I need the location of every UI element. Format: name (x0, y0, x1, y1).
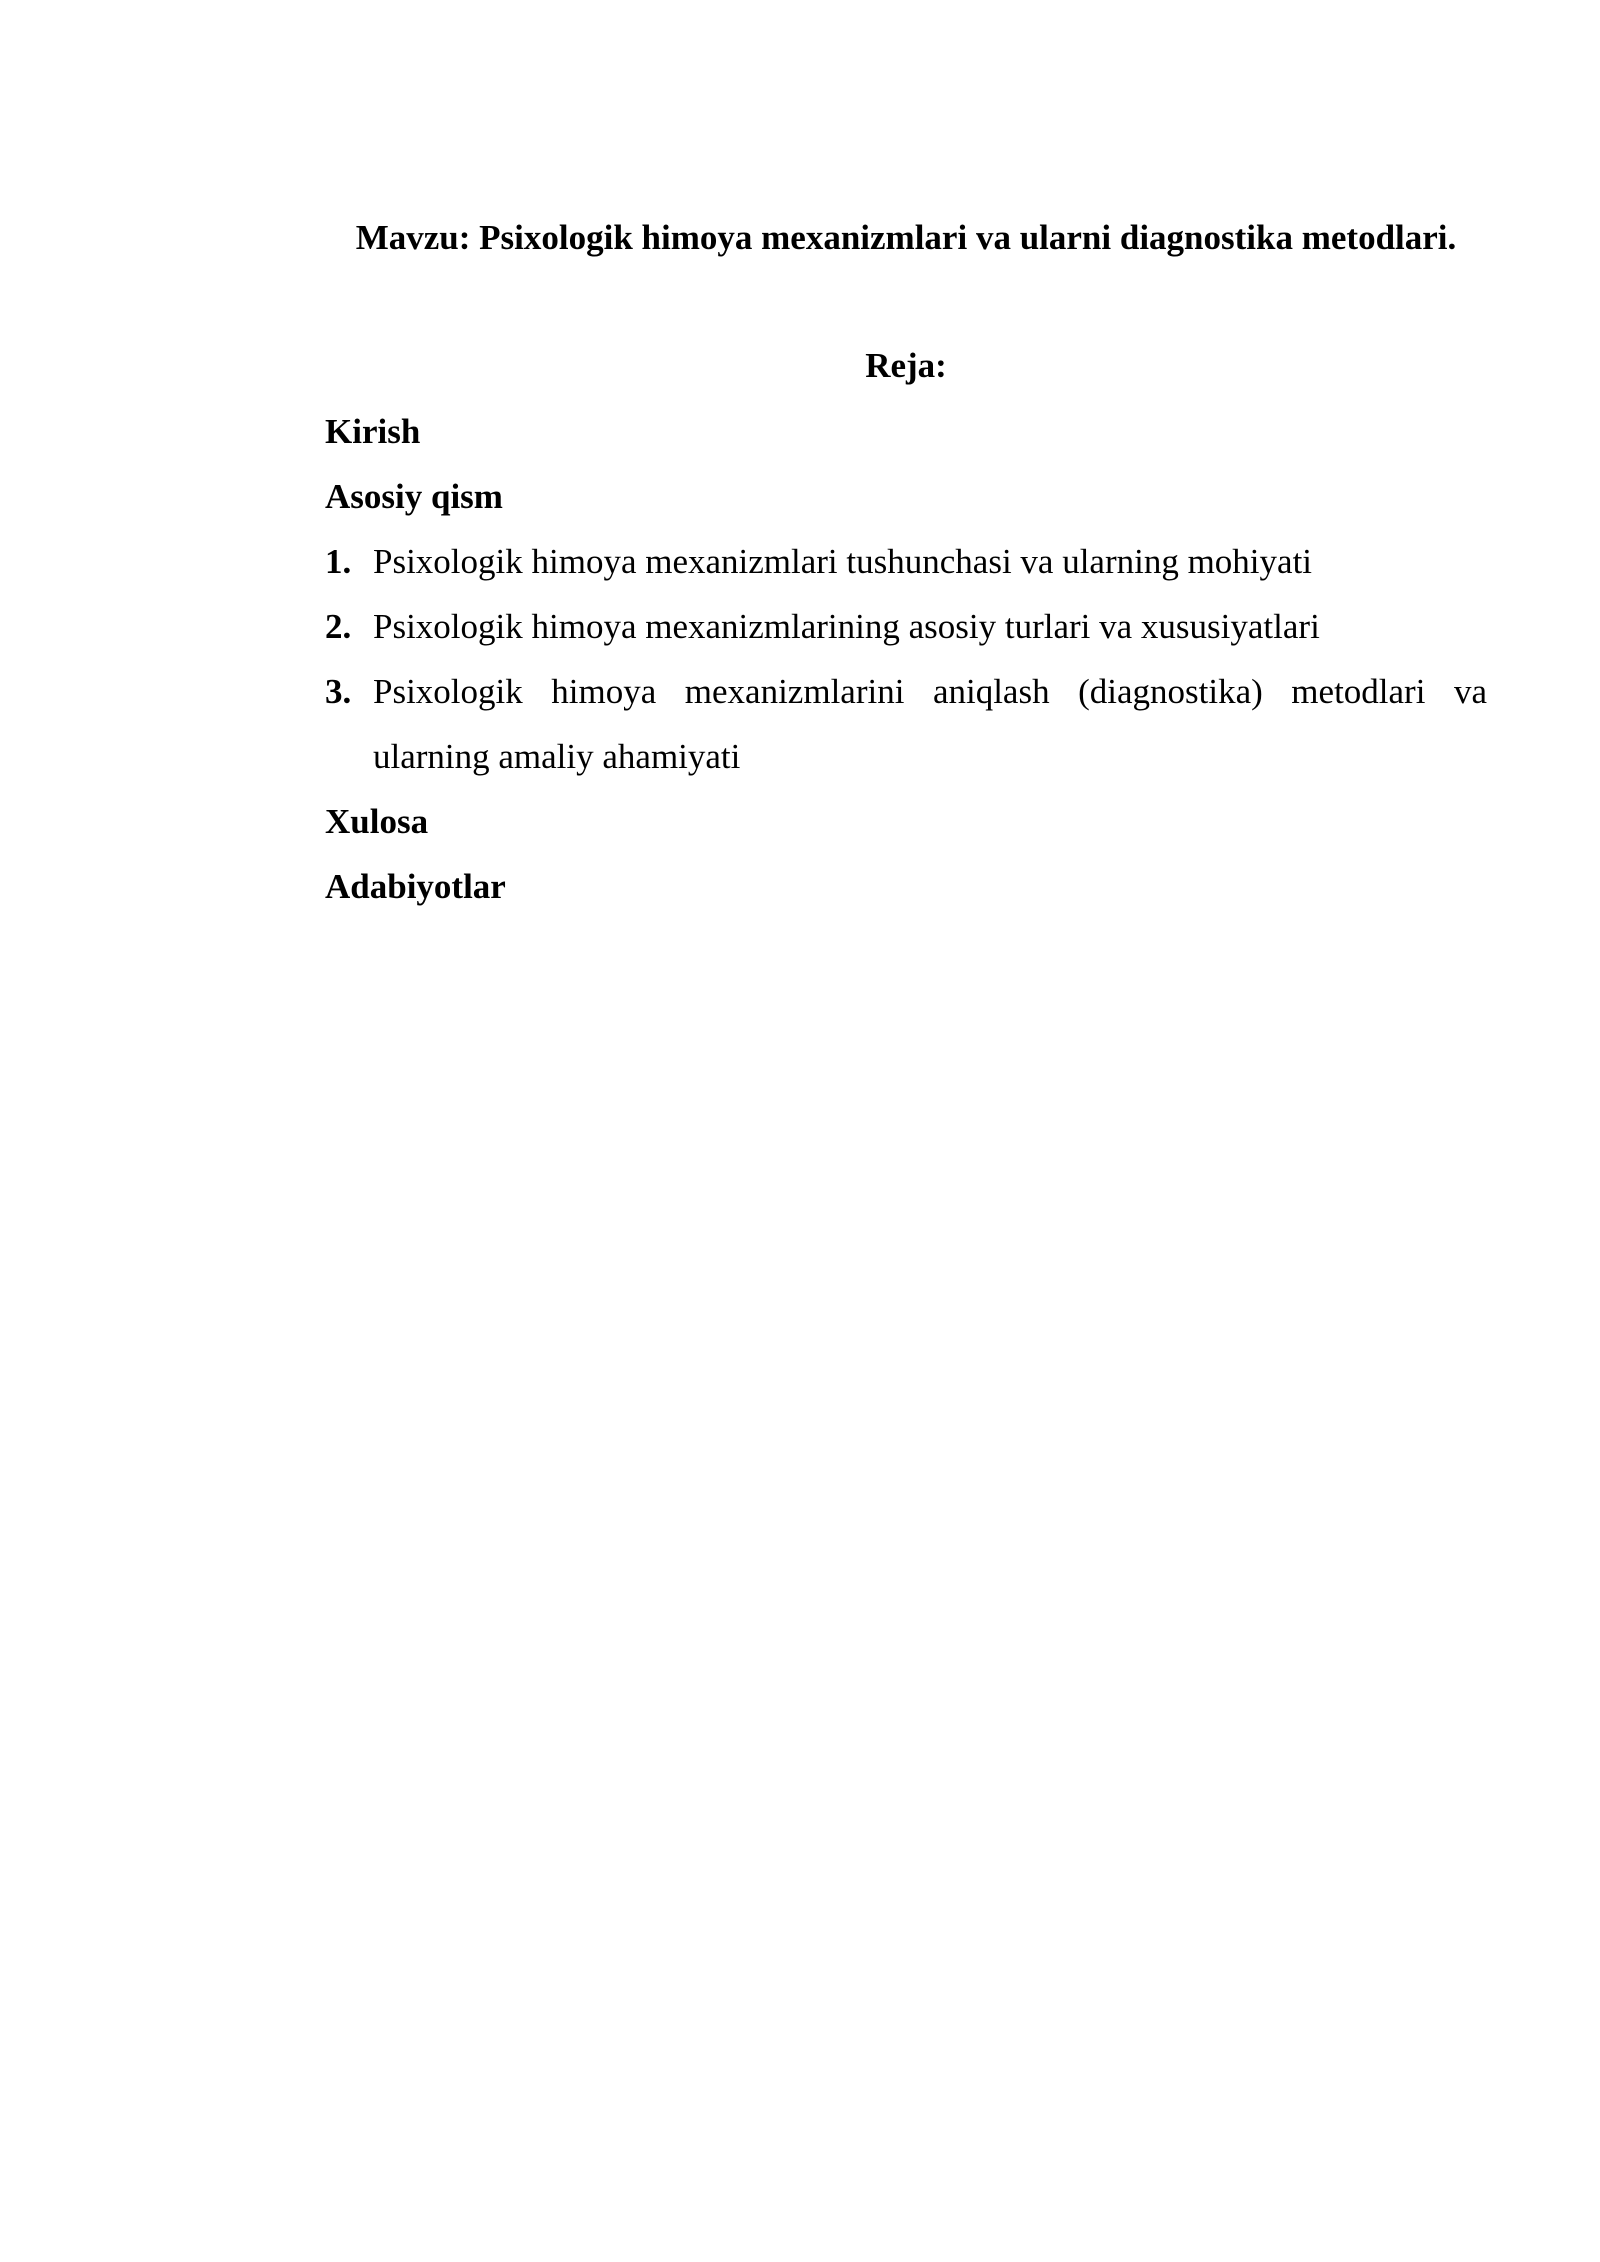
plan-list-item (325, 529, 1487, 594)
section-main-part: Asosiy qism (325, 477, 503, 516)
plan-list (325, 529, 1487, 789)
document-content (325, 205, 1487, 919)
plan-item-text: Psixologik himoya mexanizmlarini aniqlash (diagnostika) metodlari va ularning amaliy ahamiyati (373, 672, 1487, 776)
plan-item-number: 1. (325, 542, 352, 581)
section-conclusion: Xulosa (325, 802, 429, 841)
plan-heading: Reja: (865, 346, 947, 385)
plan-item-number: 3. (325, 672, 352, 711)
plan-list-item (325, 594, 1487, 659)
plan-item-text: Psixologik himoya mexanizmlarining asosiy turlari va xususiyatlari (373, 607, 1320, 646)
section-references: Adabiyotlar (325, 867, 506, 906)
plan-list-item (325, 659, 1487, 789)
document-title: Mavzu: Psixologik himoya mexanizmlari va ularni diagnostika metodlari. (355, 218, 1457, 257)
plan-item-text: Psixologik himoya mexanizmlari tushunchasi va ularning mohiyati (373, 542, 1313, 581)
plan-item-number: 2. (325, 607, 352, 646)
section-intro: Kirish (325, 412, 421, 451)
